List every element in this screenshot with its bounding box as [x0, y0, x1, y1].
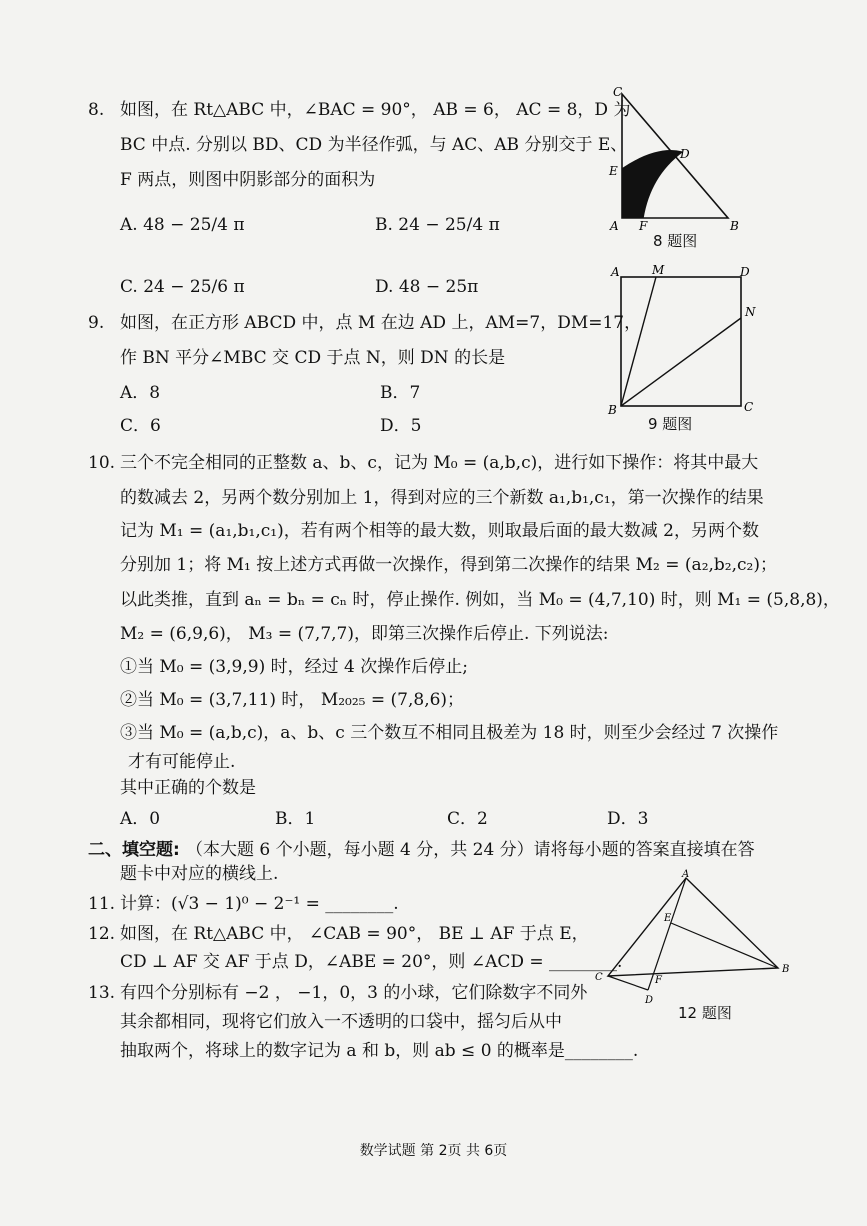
q10-option-c: C．2: [447, 809, 488, 829]
q12-label-f: F: [655, 975, 662, 986]
q8-label-d: D: [680, 147, 690, 161]
q8-label-e: E: [609, 164, 618, 178]
q8-option-d: D. 48 − 25π: [375, 277, 479, 297]
q12-label-b: B: [782, 964, 790, 975]
q12-label-a: A: [682, 869, 690, 880]
q9-line1: 如图，在正方形 ABCD 中，点 M 在边 AD 上，AM=7，DM=17，: [120, 313, 642, 333]
q8-option-b: B. 24 − 25/4 π: [375, 215, 500, 235]
q9-label-c: C: [744, 400, 754, 414]
q13-line1: 有四个分别标有 −2 ， −1，0，3 的小球，它们除数字不同外: [120, 983, 588, 1003]
q10-line3: 记为 M₁ = (a₁,b₁,c₁)，若有两个相等的最大数，则取最后面的最大数减 2，另两个数: [120, 521, 759, 541]
q9-option-c: C．6: [120, 416, 161, 436]
q8-shaded-region: [622, 151, 682, 218]
q10-option-d: D．3: [607, 809, 649, 829]
q10-statement-2: ②当 M₀ = (3,7,11) 时， M₂₀₂₅ = (7,8,6)；: [120, 690, 465, 710]
q13-number: 13.: [88, 983, 116, 1003]
q10-statement-3b: 才有可能停止.: [128, 752, 236, 772]
q12-label-d: D: [645, 995, 654, 1006]
q11-text: 计算：(√3 − 1)⁰ − 2⁻¹ = ________.: [120, 894, 399, 914]
q12-line2: CD ⊥ AF 交 AF 于点 D，∠ABE = 20°，则 ∠ACD = ________.: [120, 952, 623, 972]
q13-line2: 其余都相同，现将它们放入一不透明的口袋中，摇匀后从中: [120, 1012, 562, 1032]
q10-line5: 以此类推，直到 aₙ = bₙ = cₙ 时，停止操作. 例如，当 M₀ = (4,7,10) 时，则 M₁ = (5,8,8)，: [120, 590, 840, 610]
q9-label-n: N: [745, 305, 756, 319]
q12-line1: 如图，在 Rt△ABC 中， ∠CAB = 90°， BE ⊥ AF 于点 E，: [120, 924, 589, 944]
q8-line2: BC 中点. 分别以 BD、CD 为半径作弧，与 AC、AB 分别交于 E、: [120, 135, 628, 155]
q12-label-e: E: [664, 913, 672, 924]
q10-option-b: B．1: [275, 809, 316, 829]
q8-label-c: C: [613, 85, 623, 99]
q10-line4: 分别加 1；将 M₁ 按上述方式再做一次操作，得到第二次操作的结果 M₂ = (a₂,b₂,c₂)；: [120, 555, 777, 575]
q8-line3: F 两点，则图中阴影部分的面积为: [120, 170, 376, 190]
q10-statement-3a: ③当 M₀ = (a,b,c)，a、b、c 三个数互不相同且极差为 18 时，则至少会经过 7 次操作: [120, 723, 779, 743]
q12-label-c: C: [595, 972, 603, 983]
q11-number: 11.: [88, 894, 116, 914]
q8-label-a: A: [610, 219, 619, 233]
q9-option-d: D．5: [380, 416, 422, 436]
q9-figure-caption: 9 题图: [648, 415, 693, 433]
q10-option-a: A．0: [120, 809, 161, 829]
page-footer: 数学试题 第 2页 共 6页: [359, 1143, 508, 1159]
q8-line1: 如图，在 Rt△ABC 中，∠BAC = 90°， AB = 6， AC = 8，D 为: [120, 100, 631, 120]
q9-figure: [600, 262, 765, 420]
q8-figure-caption: 8 题图: [653, 232, 698, 250]
q9-option-a: A．8: [120, 383, 161, 403]
q12-figure: [590, 868, 800, 1006]
section-2-title: 二、填空题:: [88, 840, 180, 860]
q13-line3: 抽取两个，将球上的数字记为 a 和 b，则 ab ≤ 0 的概率是________.: [120, 1041, 639, 1061]
section-2-desc-2: 题卡中对应的横线上.: [120, 864, 279, 884]
q9-number: 9.: [88, 313, 105, 333]
q9-label-b: B: [608, 403, 617, 417]
q8-label-b: B: [730, 219, 739, 233]
q10-statement-1: ①当 M₀ = (3,9,9) 时，经过 4 次操作后停止;: [120, 657, 468, 677]
q10-line2: 的数减去 2，另两个数分别加上 1，得到对应的三个新数 a₁,b₁,c₁，第一次操作的结果: [120, 488, 764, 508]
q12-figure-caption: 12 题图: [678, 1004, 732, 1022]
q9-label-a: A: [611, 265, 620, 279]
q10-ask: 其中正确的个数是: [120, 778, 256, 798]
q10-line6: M₂ = (6,9,6)， M₃ = (7,7,7)，即第三次操作后停止. 下列说法:: [120, 624, 609, 644]
q12-number: 12.: [88, 924, 116, 944]
q8-label-f: F: [639, 219, 648, 233]
q8-number: 8.: [88, 100, 105, 120]
q9-option-b: B．7: [380, 383, 421, 403]
section-2-desc-1: （本大题 6 个小题，每小题 4 分，共 24 分）请将每小题的答案直接填在答: [186, 840, 755, 860]
q9-line2: 作 BN 平分∠MBC 交 CD 于点 N，则 DN 的长是: [120, 348, 506, 368]
q8-option-a: A. 48 − 25/4 π: [120, 215, 245, 235]
q8-figure: [600, 84, 750, 234]
q10-number: 10.: [88, 453, 116, 473]
q10-line1: 三个不完全相同的正整数 a、b、c，记为 M₀ = (a,b,c)，进行如下操作：将其中最大: [120, 453, 759, 473]
q8-option-c: C. 24 − 25/6 π: [120, 277, 245, 297]
q9-label-d: D: [740, 265, 750, 279]
q9-label-m: M: [652, 263, 665, 277]
